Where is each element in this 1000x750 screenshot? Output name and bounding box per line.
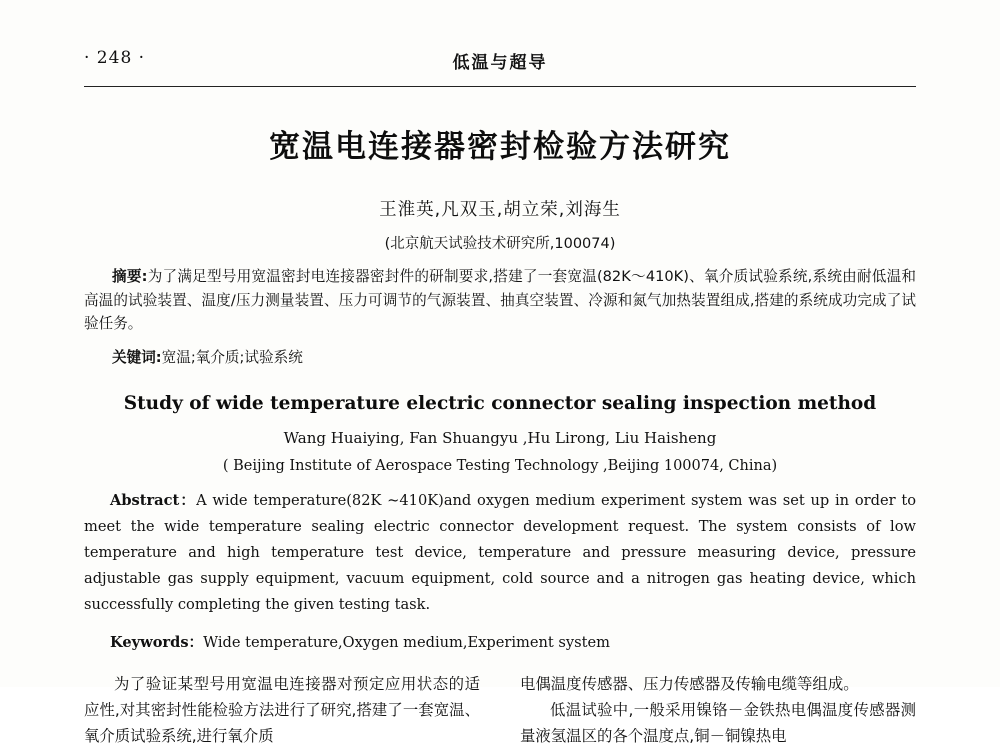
abstract-label-chinese: 摘要: bbox=[112, 268, 148, 285]
keywords-text-english: Wide temperature,Oxygen medium,Experiment system bbox=[203, 634, 610, 652]
keywords-text-chinese: 宽温;氧介质;试验系统 bbox=[161, 348, 303, 366]
body-paragraph: 低温试验中,一般采用镍铬－金铁热电偶温度传感器测量液氢温区的各个温度点,铜－铜镍热电 bbox=[520, 700, 916, 745]
keywords-label-english: Keywords： bbox=[110, 634, 204, 652]
journal-title: 低温与超导 bbox=[452, 53, 548, 73]
abstract-english bbox=[84, 488, 916, 618]
authors-chinese: 王淮英,凡双玉,胡立荣,刘海生 bbox=[379, 200, 621, 220]
article-title-chinese: 宽温电连接器密封检验方法研究 bbox=[269, 129, 731, 165]
authors-english: Wang Huaiying, Fan Shuangyu ,Hu Lirong, Liu Haisheng bbox=[283, 429, 717, 448]
abstract-text-chinese: 为了满足型号用宽温密封电连接器密封件的研制要求,搭建了一套宽温(82K～410K)、氧介质试验系统,系统由耐低温和高温的试验装置、温度/压力测量装置、压力可调节的气源装置、抽真空装置、冷源和氮气加热装置组成,搭建的系统成功完成了试验任务。 bbox=[84, 268, 916, 333]
keywords-english bbox=[84, 631, 916, 652]
header-divider bbox=[84, 86, 916, 87]
abstract-chinese bbox=[84, 265, 916, 336]
abstract-english-paragraph bbox=[84, 488, 916, 618]
running-head bbox=[84, 48, 916, 82]
abstract-label-english: Abstract： bbox=[110, 492, 197, 510]
page-number: · 248 · bbox=[84, 48, 146, 68]
affiliation-english: ( Beijing Institute of Aerospace Testing Technology ,Beijing 100074, China) bbox=[222, 458, 778, 475]
body-paragraph: 为了验证某型号用宽温电连接器对预定应用状态的适应性,对其密封性能检验方法进行了研究,搭建了一套宽温、氧介质试验系统,进行氧介质 bbox=[84, 675, 480, 745]
body-paragraph: 电偶温度传感器、压力传感器及传输电缆等组成。 bbox=[520, 675, 859, 694]
body-columns bbox=[84, 672, 916, 750]
affiliation-chinese: (北京航天试验技术研究所,100074) bbox=[384, 236, 616, 252]
keywords-chinese bbox=[84, 346, 916, 367]
abstract-chinese-paragraph bbox=[84, 265, 916, 336]
keywords-label-chinese: 关键词: bbox=[112, 348, 162, 366]
abstract-text-english: A wide temperature(82K ~410K)and oxygen medium experiment system was set up in order to meet the wide temperature sealing electric connector development request. The system consists of low temperature and high temperature test device, temperature and pressure measuring device, pressure adjustable gas supply equipment, vacuum equipment, cold source and a nitrogen gas heating device, which successfully completing the given testing task. bbox=[84, 492, 916, 614]
body-column-left bbox=[84, 672, 480, 750]
body-column-right bbox=[520, 672, 916, 750]
article-title-english: Study of wide temperature electric connector sealing inspection method bbox=[123, 392, 877, 414]
